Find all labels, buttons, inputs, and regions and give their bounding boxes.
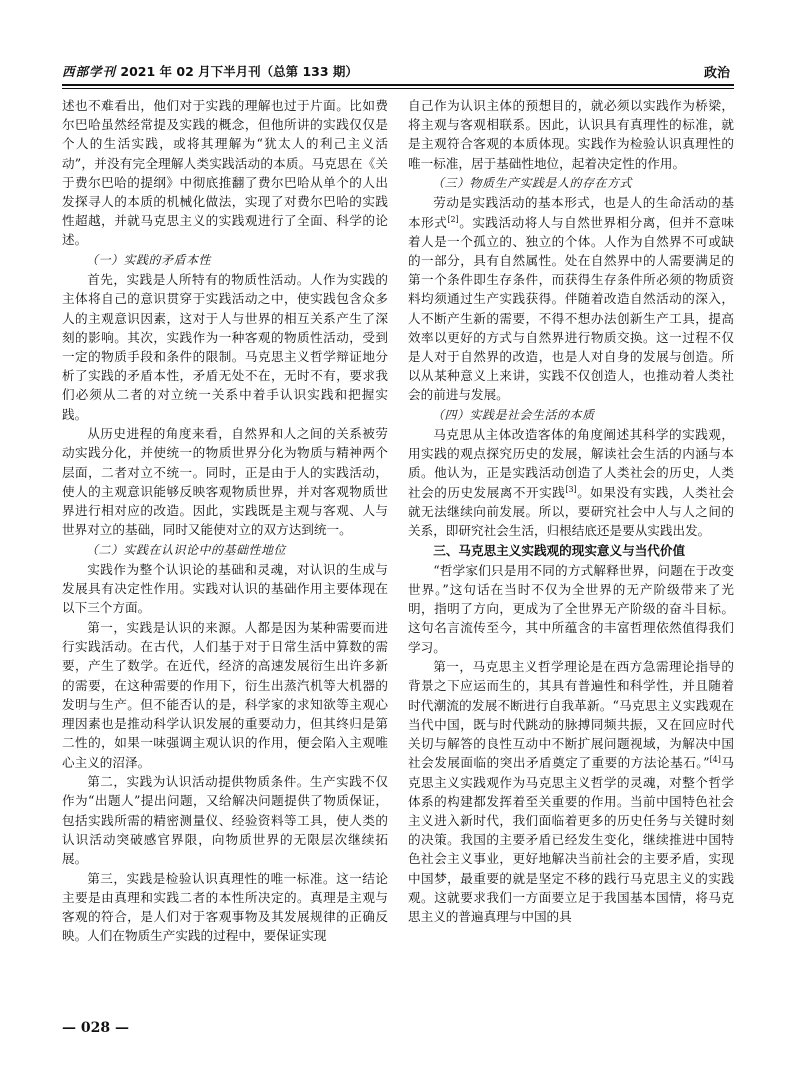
paragraph (62, 270, 388, 424)
paragraph (62, 869, 388, 946)
paragraph-text: 述也不难看出，他们对于实践的理解也过于片面。比如费尔巴哈虽然经常提及实践的概念，但他所讲的实践仅仅是个人的生活实践，或将其理解为“犹太人的利己主义活动”，并没有完全理解人类实践活动的本质。马克思在《关于费尔巴哈的提纲》中彻底推翻了费尔巴哈从单个的人出发探寻人的本质的机械化做法，实现了对费尔巴哈的实践性超越，并就马克思主义的实践观进行了全面、科学的论述。 (62, 98, 388, 248)
paragraph-text: 马克思主义实践观作为马克思主义哲学的灵魂，对整个哲学体系的构建都发挥着至关重要的作用。当前中国特色社会主义进入新时代，我们面临着更多的历史任务与关键时刻的决策。我国的主要矛盾已经发生变化，继续推进中国特色社会主义事业，更好地解决当前社会的主要矛盾，实现中国梦，最重要的就是坚定不移的践行马克思主义的实践观。这就要求我们一方面要立足于我国基本国情，将马克思主义的普遍真理与中国的具 (408, 755, 735, 924)
header-rule (62, 84, 734, 86)
paragraph (62, 560, 388, 618)
right-column (408, 96, 734, 927)
paragraph (408, 425, 734, 540)
paragraph (62, 618, 388, 772)
paragraph-text: 首先，实践是人所特有的物质性活动。人作为实践的主体将自己的意识贯穿于实践活动之中，使实践包含众多人的主观意识因素，这对于人与世界的相互关系产生了深刻的影响。其次，实践作为一种客观的物质性活动，受到一定的物质手段和条件的限制。马克思主义哲学辩证地分析了实践的矛盾本性，矛盾无处不在，无时不有，要求我们必须从二者的对立统一关系中着手认识实践和把握实践。 (62, 272, 388, 422)
paragraph (408, 96, 734, 173)
paragraph-text: 第二，实践为认识活动提供物质条件。生产实践不仅作为“出题人”提出问题，又给解决问题提供了物质保证，包括实践所需的精密测量仪、经验资料等工具，使人类的认识活动突破感官界限，向物质世界的无限层次继续拓展。 (62, 774, 388, 867)
paragraph-text: 实践作为整个认识论的基础和灵魂，对认识的生成与发展具有决定性作用。实践对认识的基础作用主要体现在以下三个方面。 (62, 561, 388, 616)
paragraph-text: 马克思从主体改造客体的角度阐述其科学的实践观，用实践的观点探究历史的发展，解读社会生活的内涵与本质。他认为，正是实践活动创造了人类社会的历史，人类社会的历史发展离不开实践 (408, 427, 734, 500)
subsection-heading: （三）物质生产实践是人的存在方式 (432, 176, 633, 191)
subsection-heading: （一）实践的矛盾本性 (86, 253, 212, 268)
issue-info: 2021 年 02 月下半月刊（总第 133 期） (120, 64, 358, 79)
paragraph (62, 96, 388, 250)
left-column (62, 96, 388, 946)
citation-marker: [3] (565, 484, 577, 494)
section-heading: 三、马克思主义实践观的现实意义与当代价值 (433, 542, 686, 558)
running-header (62, 60, 734, 82)
paragraph (408, 657, 734, 926)
subsection-heading: （二）实践在认识论中的基础性地位 (86, 542, 287, 557)
paragraph-text: “哲学家们只是用不同的方式解释世界，问题在于改变世界。”这句话在当时不仅为全世界的无产阶级带来了光明，指明了方向，更成为了全世界无产阶级的奋斗目标。这句名言流传至今，其中所蕴含的丰富哲理依然值得我们学习。 (408, 562, 734, 655)
paragraph-text: 从历史进程的角度来看，自然界和人之间的关系被劳动实践分化，并使统一的物质世界分化为物质与精神两个层面，二者对立不统一。同时，正是由于人的实践活动，使人的主观意识能够反映客观物质世界，并对客观物质世界进行相对应的改造。因此，实践既是主观与客观、人与世界对立的基础，同时又能使对立的双方达到统一。 (62, 426, 388, 538)
paragraph (408, 561, 734, 657)
header-left (62, 62, 358, 80)
paragraph-text: 劳动是实践活动的基本形式，也是人的生命活动的基本形式 (408, 195, 734, 230)
paragraph (408, 193, 734, 404)
page-number: — 028 — (62, 1020, 129, 1036)
paragraph-text: 自己作为认识主体的预想目的，就必须以实践作为桥梁，将主观与客观相联系。因此，认识具有真理性的标准，就是主观符合客观的本质体现。实践作为检验认识真理性的唯一标准，居于基础性地位，起着决定性的作用。 (408, 98, 734, 171)
paragraph-text: 。如果没有实践，人类社会就无法继续向前发展。所以，要研究社会中人与人之间的关系，即研究社会生活，归根结底还是要从实践出发。 (408, 484, 735, 539)
journal-name: 西部学刊 (62, 64, 117, 79)
paragraph (62, 772, 388, 868)
subsection-heading: （四）实践是社会生活的本质 (432, 408, 595, 423)
paragraph-text: 。实践活动将人与自然世界相分离，但并不意味着人是一个孤立的、独立的个体。人作为自然界不可或缺的一部分，具有自然属性。处在自然界中的人需要满足的第一个条件即生存条件，而获得生存条件所必须的物质资料均须通过生产实践获得。伴随着改造自然活动的深入，人不断产生新的需要，不得不想办法创新生产工具，提高效率以更好的方式与自然界进行物质交换。这一过程不仅是人对于自然界的改造，也是人对自身的发展与创造。所以从某种意义上来讲，实践不仅创造人，也推动着人类社会的前进与发展。 (408, 214, 735, 403)
paragraph-text: 第一，马克思主义哲学理论是在西方急需理论指导的背景之下应运而生的，其具有普遍性和科学性，并且随着时代潮流的发展不断进行自我革新。“马克思主义实践观在当代中国，既与时代跳动的脉搏同频共振，又在回应时代关切与解答的良性互动中不断扩展问题视域，为解决中国社会发展面临的突出矛盾奠定了重要的方法论基石。” (408, 659, 734, 771)
paragraph (62, 424, 388, 539)
citation-marker: [2] (447, 214, 459, 224)
paragraph-text: 第三，实践是检验认识真理性的唯一标准。这一结论主要是由真理和实践二者的本性所决定的。真理是主观与客观的符合，是人们对于客观事物及其发展规律的正确反映。人们在物质生产实践的过程中，要保证实现 (62, 870, 388, 944)
header-rule-thin (62, 88, 734, 89)
paragraph-text: 第一，实践是认识的来源。人都是因为某种需要而进行实践活动。在古代，人们基于对于日常生活中算数的需要，产生了数学。在近代，经济的高速发展衍生出许多新的需要，在这种需要的作用下，衍生出蒸汽机等大机器的发明与生产。但不能否认的是，科学家的求知欲等主观心理因素也是推动科学认识发展的重要动力，但其终归是第二性的，如果一味强调主观认识的作用，便会陷入主观唯心主义的沼泽。 (62, 620, 388, 770)
citation-marker: [4] (709, 755, 721, 765)
section-label: 政治 (703, 66, 730, 81)
